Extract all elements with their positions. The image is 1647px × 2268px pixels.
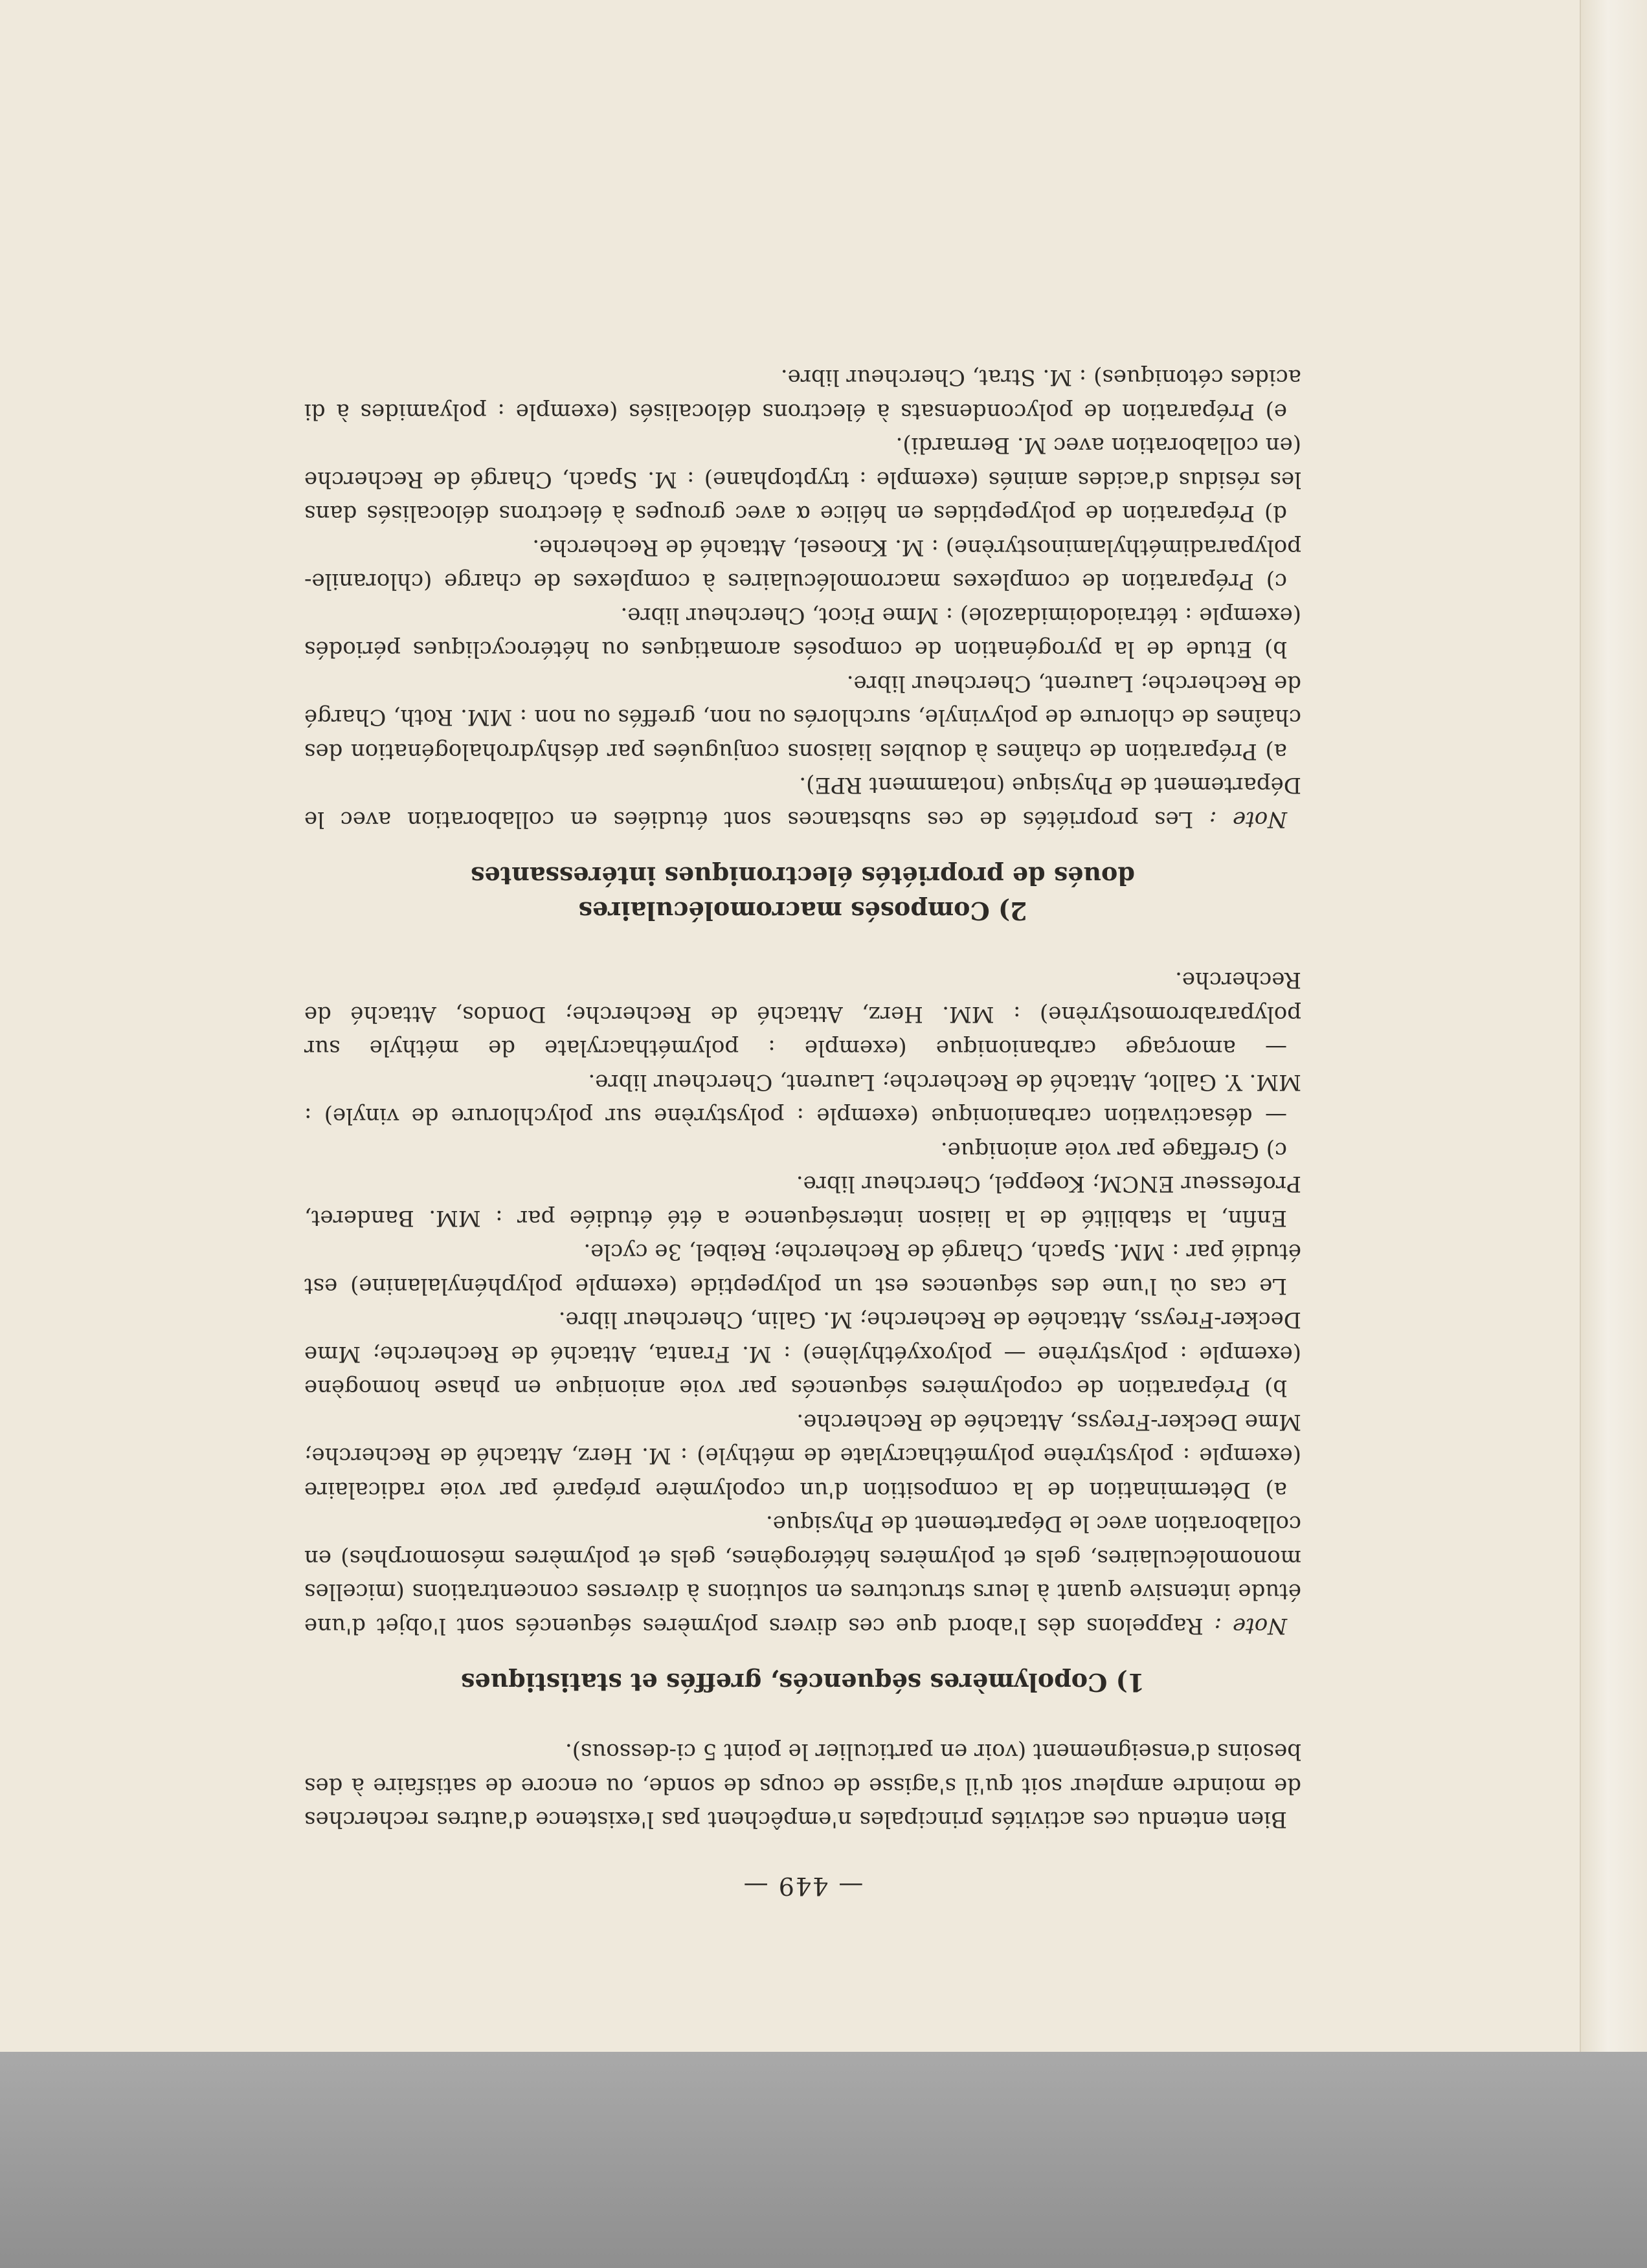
section-1-item-b-cont-2: Enfin, la stabilité de la liaison interséquence a été étudiée par : MM. Banderet, Professeur ENCM; Koeppel, Chercheur libre. (304, 1171, 1301, 1231)
section-1-item-c-1: — désactivation carbanionique (exemple : polystyrène sur polychlorure de vinyle) : MM. Y. Gallot, Attaché de Recherche; Laurent, Chercheur libre. (304, 1069, 1301, 1129)
paper-edge (1580, 0, 1647, 2052)
section-1-item-b: b) Préparation de copolymères séquencés par voie anionique en phase homogène (exemple : polystyrène — polyoxyéthylène) : M. Franta, Attaché de Recherche; Mme Decker-Freyss, Attachée de Recherche; M. Galin, Chercheur libre. (304, 1307, 1301, 1401)
note-label: Note : (1214, 1613, 1287, 1639)
section-1-item-c: c) Greffage par voie anionique. (940, 1137, 1287, 1163)
section-1-item-c-2: — amorçage carbanionique (exemple : polyméthacrylate de méthyle sur polyparabromostyrène) : MM. Herz, Attaché de Recherche; Dondos, Attaché de Recherche. (304, 967, 1301, 1062)
scanner-background (0, 2052, 1647, 2268)
section-2-item-e: e) Préparation de polycondensats à électrons délocalisés (exemple : polyamides à di acides cétoniques) : M. Strat, Chercheur libre. (304, 364, 1301, 425)
section-2-item-a: a) Préparation de chaînes à doubles liaisons conjuguées par déshydrohalogénation des chaînes de chlorure de polyvinyle, surchlorés ou non, greffés ou non : MM. Roth, Chargé de Recherche; Laurent, Chercheur libre. (304, 671, 1301, 764)
section-2-item-c: c) Préparation de complexes macromoléculaires à complexes de charge (chloranile-polyparadiméthylaminostyrène) : M. Knoesel, Attaché de Recherche. (304, 535, 1301, 595)
page-content (304, 246, 1301, 1903)
section-2-heading-line-1: 2) Composés macromoléculaires (578, 896, 1027, 926)
section-2-note (304, 768, 1301, 836)
note-text: Les propriétés de ces substances sont étudiées en collaboration avec le Département de Physique (notamment RPE). (304, 772, 1301, 832)
section-2-item-d: d) Préparation de polypeptides en hélice α avec groupes à électrons délocalisés dans les résidus d'acides aminés (exemple : tryptophane) : M. Spach, Chargé de Recherche (en collaboration avec M. Bernardi). (304, 432, 1301, 527)
section-2-item-b: b) Etude de la pyrogénation de composés aromatiques ou hétérocycliques périodés (exemple : tétraiodoimidazole) : Mme Picot, Chercheur libre. (304, 603, 1301, 663)
section-1-heading: 1) Copolymères séquencés, greffés et statistiques (460, 1668, 1145, 1697)
section-1-item-a: a) Détermination de la composition d'un copolymère préparé par voie radicalaire (exemple : polystyrène polyméthacrylate de méthyle) : M. Herz, Attaché de Recherche; Mme Decker-Freyss, Attachée de Recherche. (304, 1409, 1301, 1503)
section-2-heading-line-2: doués de propriétés électroniques intéressantes (471, 862, 1135, 891)
note-label: Note : (1209, 806, 1287, 832)
page-number: — 449 — (742, 1872, 864, 1900)
intro-paragraph: Bien entendu ces activités principales n'empêchent pas l'existence d'autres recherches de moindre ampleur soit qu'il s'agisse de coups de sonde, ou encore de satisfaire à des besoins d'enseignement (voir en particulier le point 5 ci-dessous). (304, 1739, 1301, 1833)
note-text: Rappelons dès l'abord que ces divers polymères séquencés sont l'objet d'une étude intensive quant à leurs structures en solutions à diverses concentrations (micelles monomoléculaires, gels et polymères hétérogènes, gels et polymères mésomorphes) en collaboration avec le Département de Physique. (304, 1511, 1301, 1639)
section-1-item-b-cont-1: Le cas où l'une des séquences est un polypeptide (exemple polyphénylalanine) est étudié par : MM. Spach, Chargé de Recherche; Reibel, 3e cycle. (304, 1239, 1301, 1299)
section-1-note (304, 1507, 1301, 1643)
section-2-heading (304, 858, 1301, 928)
